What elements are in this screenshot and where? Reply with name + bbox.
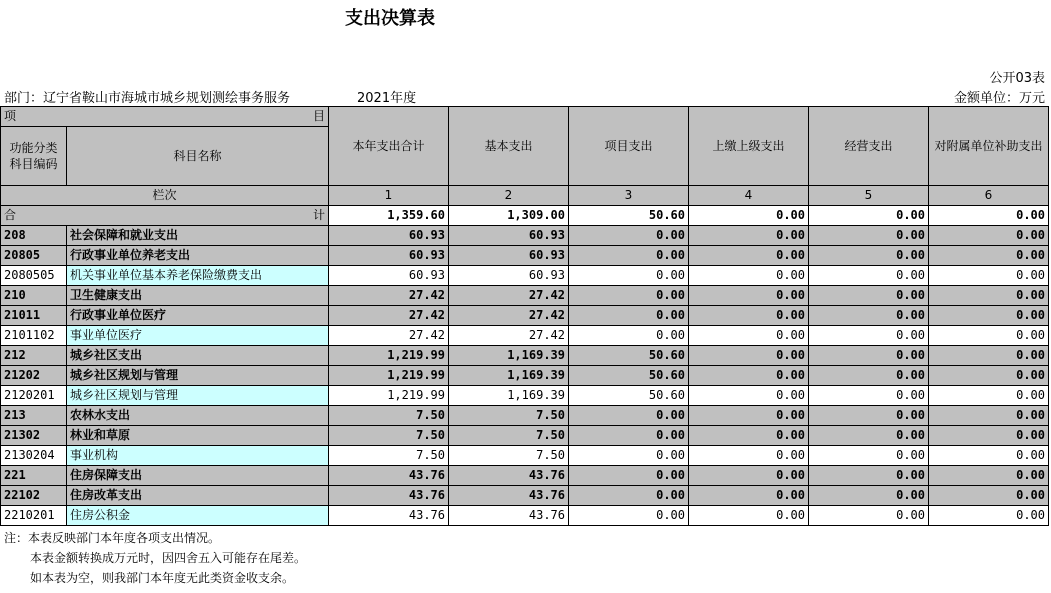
row-name: 事业机构 <box>67 446 329 466</box>
table-row <box>1 266 1049 286</box>
row-value: 43.76 <box>449 486 569 506</box>
row-value: 0.00 <box>809 346 929 366</box>
col-index: 4 <box>689 186 809 206</box>
row-value: 0.00 <box>809 366 929 386</box>
row-value: 1,169.39 <box>449 386 569 406</box>
row-value: 43.76 <box>449 466 569 486</box>
table-row <box>1 286 1049 306</box>
row-code: 20805 <box>1 246 67 266</box>
row-value: 1,219.99 <box>329 386 449 406</box>
row-value: 0.00 <box>929 506 1049 526</box>
total-value: 0.00 <box>809 206 929 226</box>
table-row <box>1 366 1049 386</box>
row-value: 0.00 <box>689 226 809 246</box>
page-title: 支出决算表 <box>345 8 435 29</box>
row-value: 0.00 <box>929 446 1049 466</box>
row-name: 城乡社区规划与管理 <box>67 366 329 386</box>
row-value: 60.93 <box>329 246 449 266</box>
row-name: 卫生健康支出 <box>67 286 329 306</box>
row-value: 0.00 <box>569 306 689 326</box>
row-value: 0.00 <box>809 226 929 246</box>
row-value: 0.00 <box>929 306 1049 326</box>
row-code: 2101102 <box>1 326 67 346</box>
row-value: 60.93 <box>329 226 449 246</box>
row-code: 221 <box>1 466 67 486</box>
row-value: 60.93 <box>449 266 569 286</box>
row-value: 0.00 <box>569 426 689 446</box>
row-value: 0.00 <box>569 226 689 246</box>
row-value: 43.76 <box>329 466 449 486</box>
col-index: 1 <box>329 186 449 206</box>
row-value: 7.50 <box>329 446 449 466</box>
row-name: 社会保障和就业支出 <box>67 226 329 246</box>
row-value: 0.00 <box>689 426 809 446</box>
row-name: 住房公积金 <box>67 506 329 526</box>
name-header: 科目名称 <box>67 127 329 186</box>
total-value: 0.00 <box>929 206 1049 226</box>
row-value: 0.00 <box>929 246 1049 266</box>
row-value: 0.00 <box>809 466 929 486</box>
row-value: 0.00 <box>809 386 929 406</box>
row-value: 0.00 <box>689 506 809 526</box>
row-code: 21011 <box>1 306 67 326</box>
row-value: 0.00 <box>569 326 689 346</box>
row-value: 0.00 <box>569 466 689 486</box>
row-value: 7.50 <box>329 406 449 426</box>
row-value: 0.00 <box>809 406 929 426</box>
unit-label: 金额单位：万元 <box>953 91 1045 106</box>
row-code: 21302 <box>1 426 67 446</box>
table-row <box>1 326 1049 346</box>
note-line: 如本表为空，则我部门本年度无此类资金收支余。 <box>30 571 295 585</box>
row-value: 7.50 <box>449 406 569 426</box>
row-value: 7.50 <box>329 426 449 446</box>
table-row <box>1 306 1049 326</box>
row-value: 0.00 <box>569 246 689 266</box>
row-value: 0.00 <box>569 486 689 506</box>
row-value: 0.00 <box>569 406 689 426</box>
row-code: 21202 <box>1 366 67 386</box>
row-value: 27.42 <box>329 286 449 306</box>
col-business-header: 经营支出 <box>809 107 929 186</box>
row-value: 43.76 <box>329 486 449 506</box>
row-value: 0.00 <box>929 426 1049 446</box>
row-value: 0.00 <box>809 486 929 506</box>
table-row <box>1 486 1049 506</box>
row-value: 0.00 <box>689 246 809 266</box>
total-value: 1,309.00 <box>449 206 569 226</box>
col-index: 6 <box>929 186 1049 206</box>
row-value: 0.00 <box>689 406 809 426</box>
col-index: 3 <box>569 186 689 206</box>
total-value: 1,359.60 <box>329 206 449 226</box>
row-value: 0.00 <box>809 286 929 306</box>
total-value: 0.00 <box>689 206 809 226</box>
col-project-header: 项目支出 <box>569 107 689 186</box>
row-name: 城乡社区支出 <box>67 346 329 366</box>
table-row <box>1 426 1049 446</box>
item-header-left: 项 <box>4 109 17 123</box>
row-value: 0.00 <box>809 446 929 466</box>
row-value: 0.00 <box>809 506 929 526</box>
row-value: 0.00 <box>809 306 929 326</box>
row-value: 0.00 <box>929 226 1049 246</box>
total-row <box>1 206 1049 226</box>
row-code: 210 <box>1 286 67 306</box>
row-value: 0.00 <box>809 246 929 266</box>
row-value: 50.60 <box>569 386 689 406</box>
row-value: 1,169.39 <box>449 346 569 366</box>
row-value: 0.00 <box>929 466 1049 486</box>
row-value: 0.00 <box>689 326 809 346</box>
row-value: 0.00 <box>689 466 809 486</box>
row-value: 1,219.99 <box>329 346 449 366</box>
row-index-label: 栏次 <box>1 186 329 206</box>
row-value: 0.00 <box>689 486 809 506</box>
row-value: 0.00 <box>929 326 1049 346</box>
col-upper-header: 上缴上级支出 <box>689 107 809 186</box>
total-label <box>1 206 329 226</box>
row-value: 60.93 <box>449 226 569 246</box>
row-name: 行政事业单位医疗 <box>67 306 329 326</box>
row-name: 事业单位医疗 <box>67 326 329 346</box>
row-value: 0.00 <box>809 326 929 346</box>
total-label-left: 合 <box>4 208 17 222</box>
table-row <box>1 446 1049 466</box>
row-name: 农林水支出 <box>67 406 329 426</box>
row-value: 43.76 <box>449 506 569 526</box>
table-row <box>1 386 1049 406</box>
row-value: 0.00 <box>809 266 929 286</box>
col-index: 5 <box>809 186 929 206</box>
row-value: 60.93 <box>329 266 449 286</box>
row-name: 住房保障支出 <box>67 466 329 486</box>
total-value: 50.60 <box>569 206 689 226</box>
row-value: 50.60 <box>569 366 689 386</box>
row-value: 0.00 <box>929 386 1049 406</box>
year-label: 2021年度 <box>357 91 417 106</box>
row-value: 0.00 <box>689 266 809 286</box>
row-code: 2130204 <box>1 446 67 466</box>
department-label: 部门：辽宁省鞍山市海城市城乡规划测绘事务服务 <box>4 91 291 106</box>
note-line: 本表金额转换成万元时，因四舍五入可能存在尾差。 <box>30 551 307 565</box>
row-value: 0.00 <box>689 346 809 366</box>
row-value: 0.00 <box>929 486 1049 506</box>
row-value: 0.00 <box>929 266 1049 286</box>
row-name: 机关事业单位基本养老保险缴费支出 <box>67 266 329 286</box>
row-name: 住房改革支出 <box>67 486 329 506</box>
row-name: 林业和草原 <box>67 426 329 446</box>
row-value: 0.00 <box>929 346 1049 366</box>
row-code: 2120201 <box>1 386 67 406</box>
row-value: 0.00 <box>809 426 929 446</box>
row-value: 0.00 <box>689 386 809 406</box>
item-header <box>1 107 329 127</box>
table-row <box>1 466 1049 486</box>
table-row <box>1 506 1049 526</box>
col-subsidy-header: 对附属单位补助支出 <box>929 107 1049 186</box>
row-value: 27.42 <box>449 326 569 346</box>
code-header: 功能分类科目编码 <box>1 127 67 186</box>
table-row <box>1 406 1049 426</box>
row-code: 208 <box>1 226 67 246</box>
row-value: 0.00 <box>569 266 689 286</box>
row-value: 27.42 <box>329 326 449 346</box>
row-code: 2080505 <box>1 266 67 286</box>
col-total-header: 本年支出合计 <box>329 107 449 186</box>
row-code: 212 <box>1 346 67 366</box>
note-line: 注：本表反映部门本年度各项支出情况。 <box>4 531 221 545</box>
row-value: 0.00 <box>689 366 809 386</box>
col-basic-header: 基本支出 <box>449 107 569 186</box>
row-value: 0.00 <box>689 446 809 466</box>
row-value: 7.50 <box>449 446 569 466</box>
row-value: 0.00 <box>929 406 1049 426</box>
form-code: 公开03表 <box>989 71 1045 86</box>
table-row <box>1 226 1049 246</box>
table-row <box>1 346 1049 366</box>
item-header-right: 目 <box>312 109 325 123</box>
expenditure-table <box>0 106 1049 526</box>
row-name: 城乡社区规划与管理 <box>67 386 329 406</box>
row-value: 50.60 <box>569 346 689 366</box>
row-value: 0.00 <box>929 286 1049 306</box>
row-name: 行政事业单位养老支出 <box>67 246 329 266</box>
total-label-right: 计 <box>312 208 325 222</box>
row-value: 27.42 <box>449 286 569 306</box>
row-code: 213 <box>1 406 67 426</box>
row-value: 0.00 <box>689 306 809 326</box>
row-value: 0.00 <box>569 506 689 526</box>
row-value: 7.50 <box>449 426 569 446</box>
row-value: 27.42 <box>329 306 449 326</box>
row-value: 60.93 <box>449 246 569 266</box>
row-value: 1,169.39 <box>449 366 569 386</box>
row-value: 0.00 <box>689 286 809 306</box>
col-index: 2 <box>449 186 569 206</box>
row-value: 0.00 <box>569 286 689 306</box>
row-value: 0.00 <box>929 366 1049 386</box>
row-code: 2210201 <box>1 506 67 526</box>
row-value: 27.42 <box>449 306 569 326</box>
table-row <box>1 246 1049 266</box>
row-value: 1,219.99 <box>329 366 449 386</box>
row-code: 22102 <box>1 486 67 506</box>
row-value: 43.76 <box>329 506 449 526</box>
row-value: 0.00 <box>569 446 689 466</box>
